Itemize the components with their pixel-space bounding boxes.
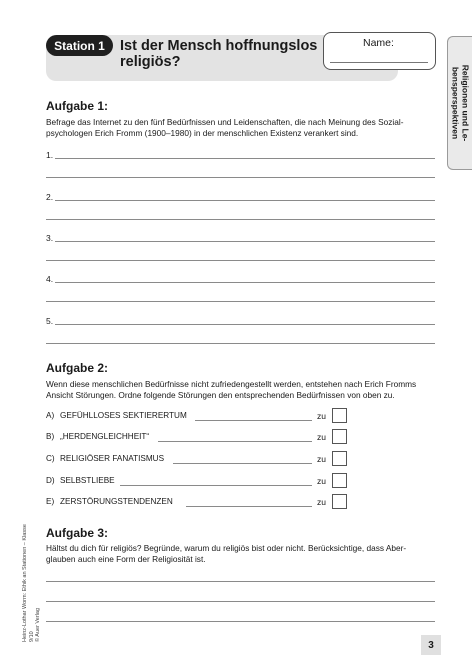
- answer-line[interactable]: [46, 581, 435, 582]
- disorder-letter: A): [46, 411, 55, 420]
- disorder-answer-line[interactable]: [195, 420, 312, 421]
- station-badge: Station 1: [46, 35, 113, 56]
- task2-heading: Aufgabe 2:: [46, 361, 109, 375]
- zu-label: zu: [317, 454, 326, 464]
- answer-checkbox[interactable]: [332, 429, 347, 444]
- disorder-answer-line[interactable]: [158, 441, 312, 442]
- disorder-answer-line[interactable]: [186, 506, 312, 507]
- name-label: Name:: [363, 37, 394, 49]
- disorder-label: SELBSTLIEBE: [60, 476, 115, 485]
- answer-line[interactable]: [55, 324, 435, 325]
- answer-number: 4.: [46, 274, 54, 284]
- disorder-label: RELIGIÖSER FANATISMUS: [60, 454, 165, 463]
- copyright-note: Heinz-Lothar Worm: Ethik an Stationen – Klasse 9/10 © Auer Verlag: [22, 524, 41, 642]
- answer-line[interactable]: [46, 343, 435, 344]
- answer-line[interactable]: [55, 282, 435, 283]
- task1-heading: Aufgabe 1:: [46, 99, 109, 113]
- task3-text: Hältst du dich für religiös? Begründe, warum du religiös bist oder nicht. Berücksichtige, dass Aber- glauben auch eine Form der Religiosität ist.: [46, 543, 407, 564]
- answer-line[interactable]: [46, 260, 435, 261]
- name-field[interactable]: [330, 62, 428, 63]
- zu-label: zu: [317, 476, 326, 486]
- answer-line[interactable]: [46, 219, 435, 220]
- disorder-letter: B): [46, 432, 55, 441]
- answer-number: 5.: [46, 316, 54, 326]
- disorder-letter: D): [46, 476, 55, 485]
- disorder-answer-line[interactable]: [173, 463, 312, 464]
- disorder-letter: C): [46, 454, 55, 463]
- answer-line[interactable]: [55, 200, 435, 201]
- task2-text: Wenn diese menschlichen Bedürfnisse nicht zufriedengestellt werden, entstehen nach Erich Fromms Ansicht Störungen. Ordne folgende Störungen den entsprechenden Bedürfnissen von oben zu.: [46, 379, 417, 400]
- chapter-side-tab-label: Religionen und Le- bensperspektiven: [451, 64, 471, 142]
- disorder-letter: E): [46, 497, 55, 506]
- answer-checkbox[interactable]: [332, 473, 347, 488]
- zu-label: zu: [317, 432, 326, 442]
- answer-checkbox[interactable]: [332, 408, 347, 423]
- answer-line[interactable]: [55, 158, 435, 159]
- disorder-label: „HERDENGLEICHHEIT“: [60, 432, 150, 441]
- answer-line[interactable]: [55, 241, 435, 242]
- disorder-label: GEFÜHLLOSES SEKTIERERTUM: [60, 411, 187, 420]
- zu-label: zu: [317, 497, 326, 507]
- task1-text: Befrage das Internet zu den fünf Bedürfnissen und Leidenschaften, die nach Meinung des Sozial- psychologen Erich Fromm (1900–1980) in der menschlichen Existenz verankert sind.: [46, 117, 404, 138]
- answer-line[interactable]: [46, 621, 435, 622]
- answer-number: 1.: [46, 150, 54, 160]
- answer-number: 3.: [46, 233, 54, 243]
- zu-label: zu: [317, 411, 326, 421]
- answer-line[interactable]: [46, 177, 435, 178]
- task3-heading: Aufgabe 3:: [46, 526, 109, 540]
- page-title: Ist der Mensch hoffnungslos religiös?: [120, 38, 318, 70]
- disorder-answer-line[interactable]: [120, 485, 312, 486]
- chapter-side-tab: [447, 36, 472, 170]
- answer-line[interactable]: [46, 601, 435, 602]
- answer-checkbox[interactable]: [332, 451, 347, 466]
- answer-line[interactable]: [46, 301, 435, 302]
- answer-checkbox[interactable]: [332, 494, 347, 509]
- disorder-label: ZERSTÖRUNGSTENDENZEN: [60, 497, 173, 506]
- answer-number: 2.: [46, 192, 54, 202]
- page-number: 3: [421, 635, 441, 655]
